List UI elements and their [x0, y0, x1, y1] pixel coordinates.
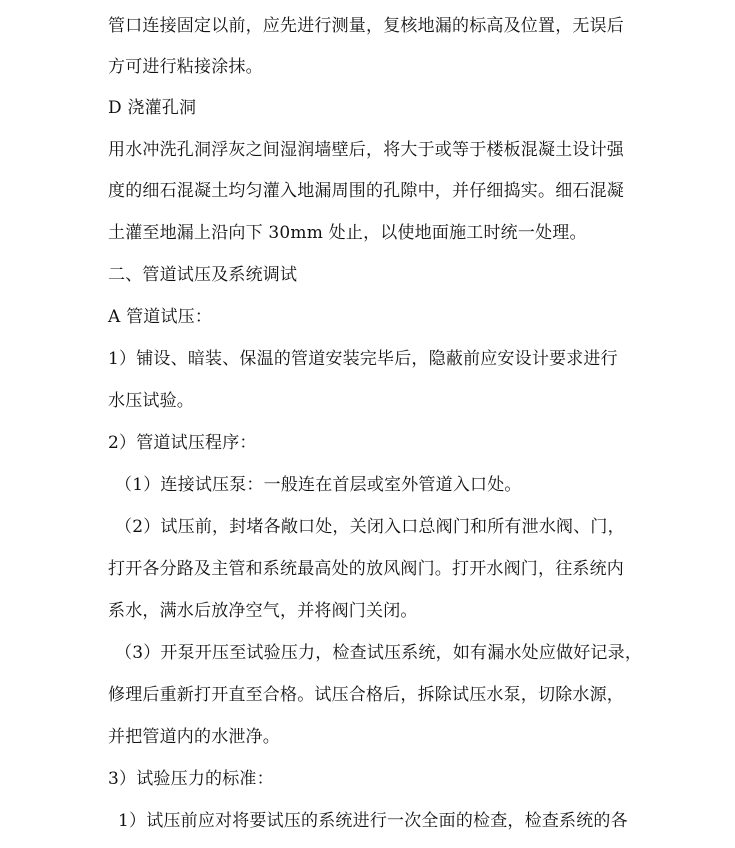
- list-item-line: 3）试验压力的标准：: [108, 769, 274, 789]
- section-heading: 二、管道试压及系统调试: [108, 265, 298, 285]
- paragraph-line: 度的细石混凝土均匀灌入地漏周围的孔隙中，并仔细捣实。细石混凝: [108, 181, 624, 201]
- subsection-heading: A 管道试压：: [108, 307, 213, 327]
- paragraph-line: 修理后重新打开直至合格。试压合格后，拆除试压水泵，切除水源，: [108, 685, 624, 705]
- paragraph-line: 水压试验。: [108, 391, 194, 411]
- paragraph-line: 并把管道内的水泄净。: [108, 727, 280, 747]
- list-item-line: 1）铺设、暗装、保温的管道安装完毕后，隐蔽前应安设计要求进行: [108, 349, 618, 369]
- list-item-line: （1）连接试压泵：一般连在首层或室外管道入口处。: [115, 475, 522, 495]
- paragraph-line: 系水，满水后放净空气，并将阀门关闭。: [108, 601, 418, 621]
- paragraph-line: 用水冲洗孔洞浮灰之间湿润墙壁后，将大于或等于楼板混凝土设计强: [108, 140, 624, 160]
- list-item-line: 1）试压前应对将要试压的系统进行一次全面的检查，检查系统的各: [118, 811, 628, 831]
- section-heading: D 浇灌孔洞: [108, 98, 197, 118]
- paragraph-line: 土灌至地漏上沿向下 30mm 处止，以使地面施工时统一处理。: [108, 223, 587, 243]
- list-item-line: 2）管道试压程序：: [108, 433, 257, 453]
- list-item-line: （3）开泵开压至试验压力，检查试压系统，如有漏水处应做好记录，: [115, 643, 643, 663]
- list-item-line: （2）试压前，封堵各敞口处，关闭入口总阀门和所有泄水阀、门，: [115, 517, 625, 537]
- paragraph-line: 管口连接固定以前，应先进行测量，复核地漏的标高及位置，无误后: [108, 16, 624, 36]
- paragraph-line: 打开各分路及主管和系统最高处的放风阀门。打开水阀门，往系统内: [108, 559, 624, 579]
- paragraph-line: 方可进行粘接涂抹。: [108, 57, 263, 77]
